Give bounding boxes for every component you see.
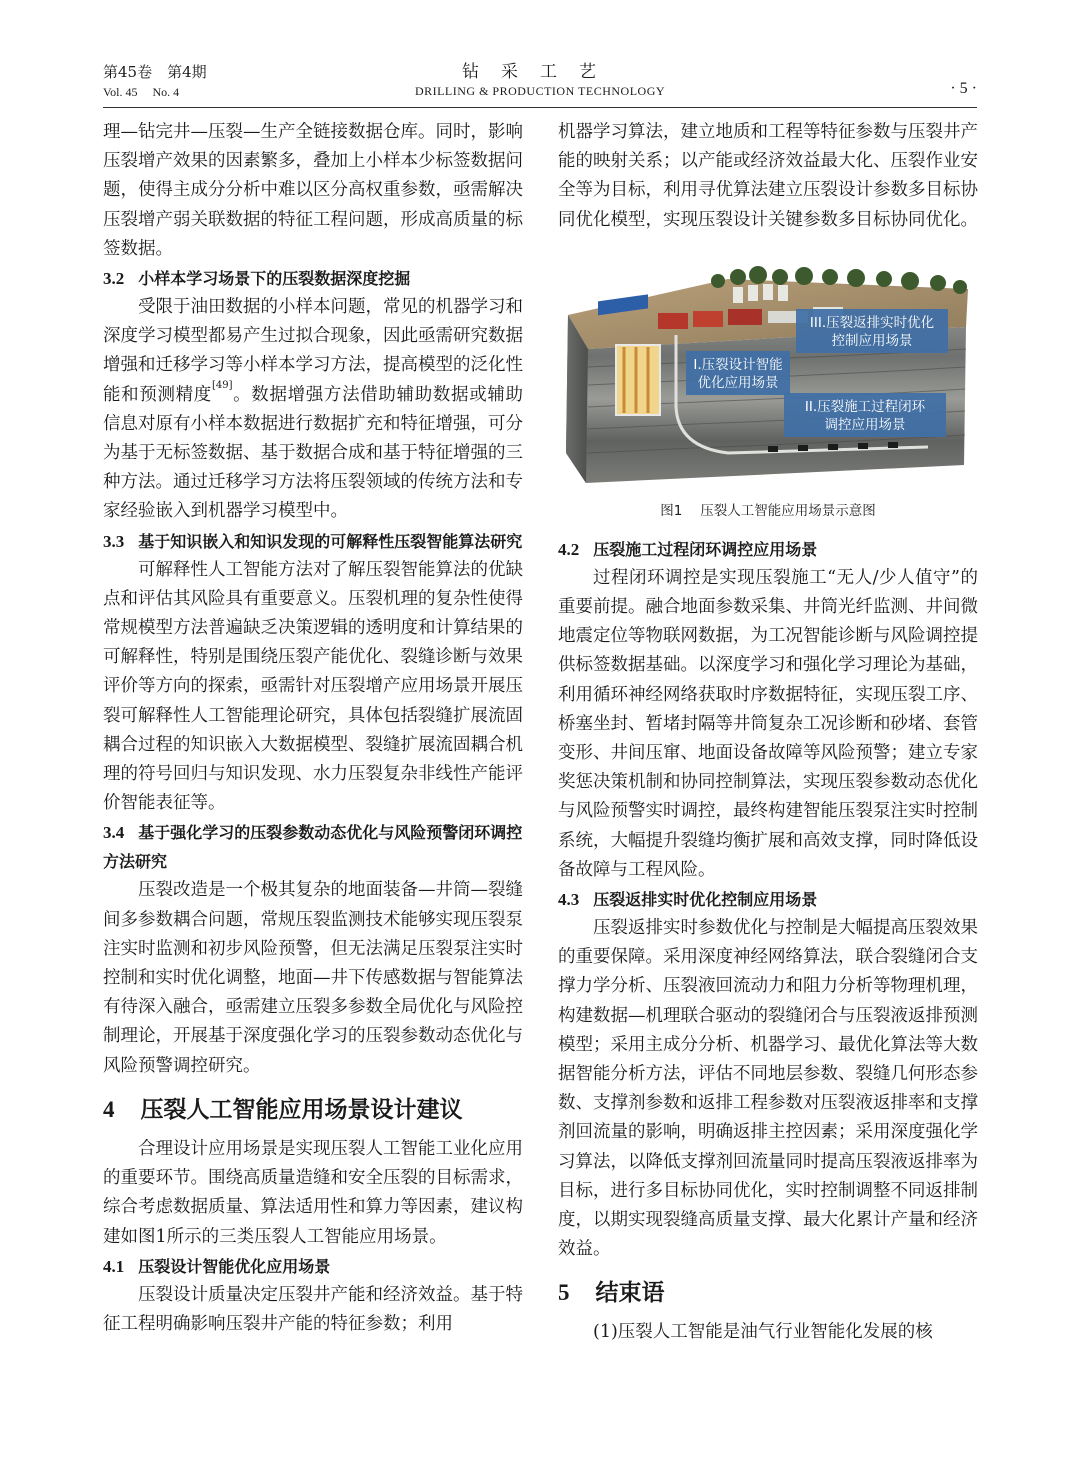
- section-heading-3-4: [103, 818, 523, 876]
- citation: [49]: [211, 379, 233, 391]
- section-title: 压裂施工过程闭环调控应用场景: [593, 539, 818, 559]
- section-heading-4-3: [558, 885, 978, 914]
- paragraph: (1)压裂人工智能是油气行业智能化发展的核: [593, 1322, 933, 1343]
- section-title: 压裂人工智能应用场景设计建议: [140, 1096, 463, 1123]
- paragraph: 压裂返排实时参数优化与控制是大幅提高压裂效果的重要保障。采用深度神经网络算法，联合裂缝闭合支撑力学分析、压裂液回流动力和阻力分析等物理机理，构建数据—机理联合驱动的裂缝闭合与压裂液返排预测模型；采用主成分分析、机器学习、最优化算法等大数据智能分析方法，评估不同地层参数、裂缝几何形态参数、支撑剂参数和返排工程参数对压裂液返排率和支撑剂回流量的影响，明确返排主控因素；采用深度强化学习算法，以降低支撑剂回流量同时提高压裂液返排率为目标，进行多目标协同优化，实时控制调整不同返排制度，以期实现裂缝高质量支撑、最大化累计产量和经济效益。: [558, 918, 978, 1260]
- section-number: 4.3: [558, 890, 580, 910]
- oilfield-scene-illustration: [558, 257, 978, 493]
- page-number: · 5 ·: [950, 80, 977, 97]
- section-number: 3.4: [103, 823, 125, 843]
- paragraph: 理—钻完井—压裂—生产全链接数据仓库。同时，影响压裂增产效果的因素繁多，叠加上小样本少标签数据问题，使得主成分分析中难以区分高权重参数，亟需解决压裂增产弱关联数据的特征工程问题，形成高质量的标签数据。: [103, 122, 523, 259]
- volume-cn: 第45卷 第4期: [103, 63, 207, 81]
- section-heading-4-2: [558, 535, 978, 564]
- label-box-I: [686, 351, 790, 395]
- label-III-line2: 控制应用场景: [831, 332, 913, 349]
- left-column: [103, 118, 523, 1339]
- section-number: 4: [103, 1096, 115, 1122]
- label-I-line2: 优化应用场景: [697, 374, 779, 391]
- page-header: [103, 58, 977, 108]
- journal-title-en: DRILLING & PRODUCTION TECHNOLOGY: [414, 84, 666, 98]
- section-heading-5: [558, 1278, 978, 1308]
- section-number: 5: [558, 1280, 570, 1306]
- figure-number: 图1: [660, 502, 683, 519]
- label-I-line1: I.压裂设计智能: [693, 356, 783, 373]
- section-title: 结束语: [595, 1280, 665, 1307]
- section-title: 基于知识嵌入和知识发现的可解释性压裂智能算法研究: [138, 531, 523, 551]
- paragraph: 过程闭环调控是实现压裂施工“无人/少人值守”的重要前提。融合地面参数采集、井筒光纤监测、井间微地震定位等物联网数据，为工况智能诊断与风险调控提供标签数据基础。以深度学习和强化学习理论为基础，利用循环神经网络获取时序数据特征，实现压裂工序、桥塞坐封、暂堵封隔等井筒复杂工况诊断和砂堵、套管变形、井间压窜、地面设备故障等风险预警；建立专家奖惩决策机制和协同控制算法，实现压裂参数动态优化与风险预警实时调控，最终构建智能压裂泵注实时控制系统，大幅提升裂缝均衡扩展和高效支撑，同时降低设备故障与工程风险。: [558, 567, 978, 880]
- figure-caption-text: 压裂人工智能应用场景示意图: [700, 502, 876, 519]
- label-box-III: [796, 309, 948, 353]
- paragraph: 压裂改造是一个极其复杂的地面装备—井筒—裂缝间多参数耦合问题，常规压裂监测技术能够实现压裂泵注实时监测和初步风险预警，但无法满足压裂泵注实时控制和实时优化调整，地面—井下传感数据与智能算法有待深入融合，亟需建立压裂多参数全局优化与风险控制理论，开展基于深度强化学习的压裂参数动态优化与风险预警调控研究。: [103, 880, 523, 1076]
- paragraph: 可解释性人工智能方法对了解压裂智能算法的优缺点和评估其风险具有重要意义。压裂机理的复杂性使得常规模型方法普遍缺乏决策逻辑的透明度和计算结果的可解释性，特别是围绕压裂产能优化、裂缝诊断与效果评价等方向的探索，亟需针对压裂增产应用场景开展压裂可解释性人工智能理论研究，具体包括裂缝扩展流固耦合过程的知识嵌入大数据模型、裂缝扩展流固耦合机理的符号回归与知识发现、水力压裂复杂非线性产能评价智能表征等。: [103, 559, 523, 814]
- paragraph: [103, 293, 523, 527]
- label-II-line1: II.压裂施工过程闭环: [804, 398, 926, 415]
- section-heading-3-3: [103, 527, 523, 556]
- section-heading-4-1: [103, 1252, 523, 1281]
- label-III-line1: III.压裂返排实时优化: [809, 314, 935, 331]
- section-title: 基于强化学习的压裂参数动态优化与风险预警闭环调控方法研究: [103, 823, 523, 872]
- figure-caption: [558, 501, 978, 521]
- paragraph: 压裂设计质量决定压裂井产能和经济效益。基于特征工程明确影响压裂井产能的特征参数；利用: [103, 1284, 523, 1334]
- header-rule: [103, 107, 977, 108]
- section-number: 3.2: [103, 269, 125, 289]
- paragraph-text: 受限于油田数据的小样本问题，常见的机器学习和深度学习模型都易产生过拟合现象，因此亟需研究数据增强和迁移学习等小样本学习方法，提高模型的泛化性能和预测精度: [103, 297, 523, 405]
- journal-title-cn: 钻采工艺: [462, 62, 618, 82]
- section-title: 压裂设计智能优化应用场景: [138, 1256, 331, 1276]
- volume-en: Vol. 45 No. 4: [103, 85, 180, 99]
- section-number: 4.2: [558, 539, 580, 559]
- label-box-II: [784, 393, 946, 437]
- section-number: 4.1: [103, 1256, 125, 1276]
- section-number: 3.3: [103, 531, 125, 551]
- paragraph-text: 。数据增强方法借助辅助数据或辅助信息对原有小样本数据进行数据扩充和特征增强，可分为基于无标签数据、基于数据合成和基于特征增强的三种方法。通过迁移学习方法将压裂领域的传统方法和专家经验嵌入到机器学习模型中。: [103, 384, 524, 522]
- figure-1: [558, 257, 978, 493]
- paragraph: 机器学习算法，建立地质和工程等特征参数与压裂井产能的映射关系；以产能或经济效益最大化、压裂作业安全等为目标，利用寻优算法建立压裂设计参数多目标协同优化模型，实现压裂设计关键参数多目标协同优化。: [558, 122, 978, 230]
- section-heading-3-2: [103, 264, 523, 293]
- paragraph: 合理设计应用场景是实现压裂人工智能工业化应用的重要环节。围绕高质量造缝和安全压裂的目标需求，综合考虑数据质量、算法适用性和算力等因素，建议构建如图1所示的三类压裂人工智能应用场景。: [103, 1138, 523, 1247]
- core-sample: [616, 345, 660, 415]
- right-column: [558, 118, 978, 1348]
- section-title: 小样本学习场景下的压裂数据深度挖掘: [138, 269, 411, 289]
- section-title: 压裂返排实时优化控制应用场景: [593, 890, 818, 910]
- journal-title: [103, 62, 977, 100]
- label-II-line2: 调控应用场景: [824, 416, 906, 433]
- section-heading-4: [103, 1095, 523, 1125]
